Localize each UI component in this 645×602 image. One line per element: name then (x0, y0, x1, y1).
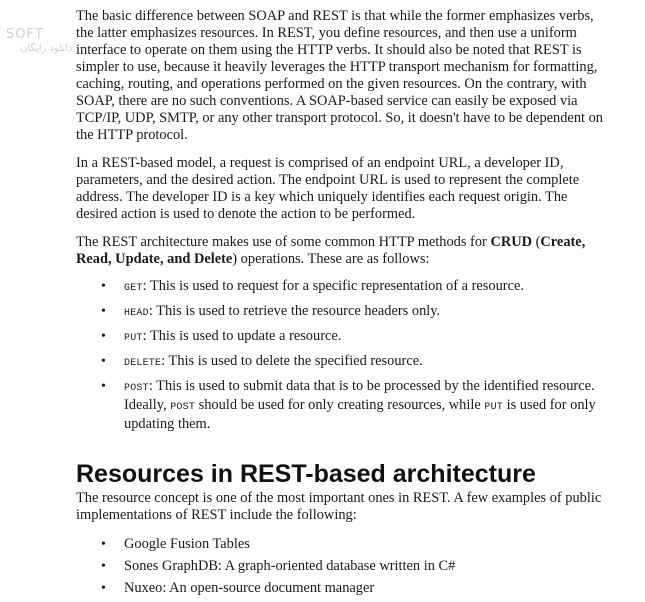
section-heading: Resources in REST-based architecture (76, 460, 536, 488)
list-item-put (76, 328, 606, 347)
method-description: : This is used to request for a specific representation of a resource. (142, 278, 524, 294)
paragraph-resource-concept: The resource concept is one of the most important ones in REST. A few examples of public implementations of REST include the following: (76, 490, 602, 523)
intro-text-mid: ( (532, 234, 541, 250)
bullet-icon: • (101, 329, 106, 344)
crud-expansion: Create, Read, Update, and Delete (76, 234, 586, 267)
paragraph-rest-model: In a REST-based model, a request is comprised of an endpoint URL, a developer ID, parameters, and the desired action. The endpoint URL is used to represent the complete address. The developer ID is a key which uniquely identifies each request origin. The desired action is used to denote the action to be performed. (76, 155, 580, 222)
method-code: POST (124, 383, 149, 394)
list-item-post (76, 378, 606, 433)
list-item (76, 536, 606, 553)
method-code: DELETE (124, 358, 162, 369)
bullet-icon: • (101, 279, 106, 294)
example-text: Sones GraphDB: A graph-oriented database written in C# (124, 558, 456, 574)
paragraph-http-methods-intro (76, 234, 606, 268)
example-text: Google Fusion Tables (124, 536, 250, 552)
list-item (76, 558, 606, 575)
intro-text: The REST architecture makes use of some common HTTP methods for (76, 234, 491, 250)
watermark-subtext: دانلود رایگان (20, 43, 73, 54)
list-item (76, 580, 606, 597)
list-item-delete (76, 353, 606, 372)
bullet-icon: • (101, 354, 106, 369)
document-page (76, 8, 606, 602)
bullet-icon: • (101, 537, 106, 552)
list-item-head (76, 303, 606, 322)
watermark-logo (6, 28, 72, 56)
intro-text-end: ) operations. These are as follows: (232, 251, 430, 267)
method-description: : This is used to delete the specified resource. (161, 353, 423, 369)
list-item-get (76, 278, 606, 297)
method-description-cont: should be used for only creating resources, while (195, 397, 485, 413)
method-code: GET (124, 283, 143, 294)
example-text: Nuxeo: An open-source document manager (124, 580, 375, 596)
bullet-icon: • (101, 304, 106, 319)
http-methods-list (76, 278, 606, 433)
method-code-inline: PUT (484, 402, 503, 413)
method-code: HEAD (124, 308, 149, 319)
bullet-icon: • (101, 379, 106, 394)
method-description: : This is used to retrieve the resource headers only. (148, 303, 441, 319)
method-code-inline: POST (170, 402, 196, 413)
bullet-icon: • (101, 581, 106, 596)
method-description: : This is used to update a resource. (142, 328, 342, 344)
method-code: PUT (124, 333, 143, 344)
watermark-text: SOFT (6, 27, 44, 42)
crud-term: CRUD (490, 234, 533, 250)
rest-examples-list (76, 536, 606, 597)
method-description-end: is used for only updating them. (124, 397, 596, 432)
bullet-icon: • (101, 559, 106, 574)
paragraph-soap-vs-rest: The basic difference between SOAP and REST is that while the former emphasizes verbs, the latter emphasizes resources. In REST, you define resources, and then use a uniform interface to operate on them using the HTTP verbs. It should also be noted that REST is simpler to use, because it heavily leverages the HTTP transport mechanism for formatting, caching, routing, and operations performed on the given resources. On the contrary, with SOAP, there are no such conventions. A SOAP-based service can easily be exposed via TCP/IP, UDP, SMTP, or any other transport protocol. So, it doesn't have to be dependent on the HTTP protocol. (76, 8, 604, 143)
method-description: : This is used to submit data that is to be processed by the identified resource. Ideally, (124, 378, 595, 413)
